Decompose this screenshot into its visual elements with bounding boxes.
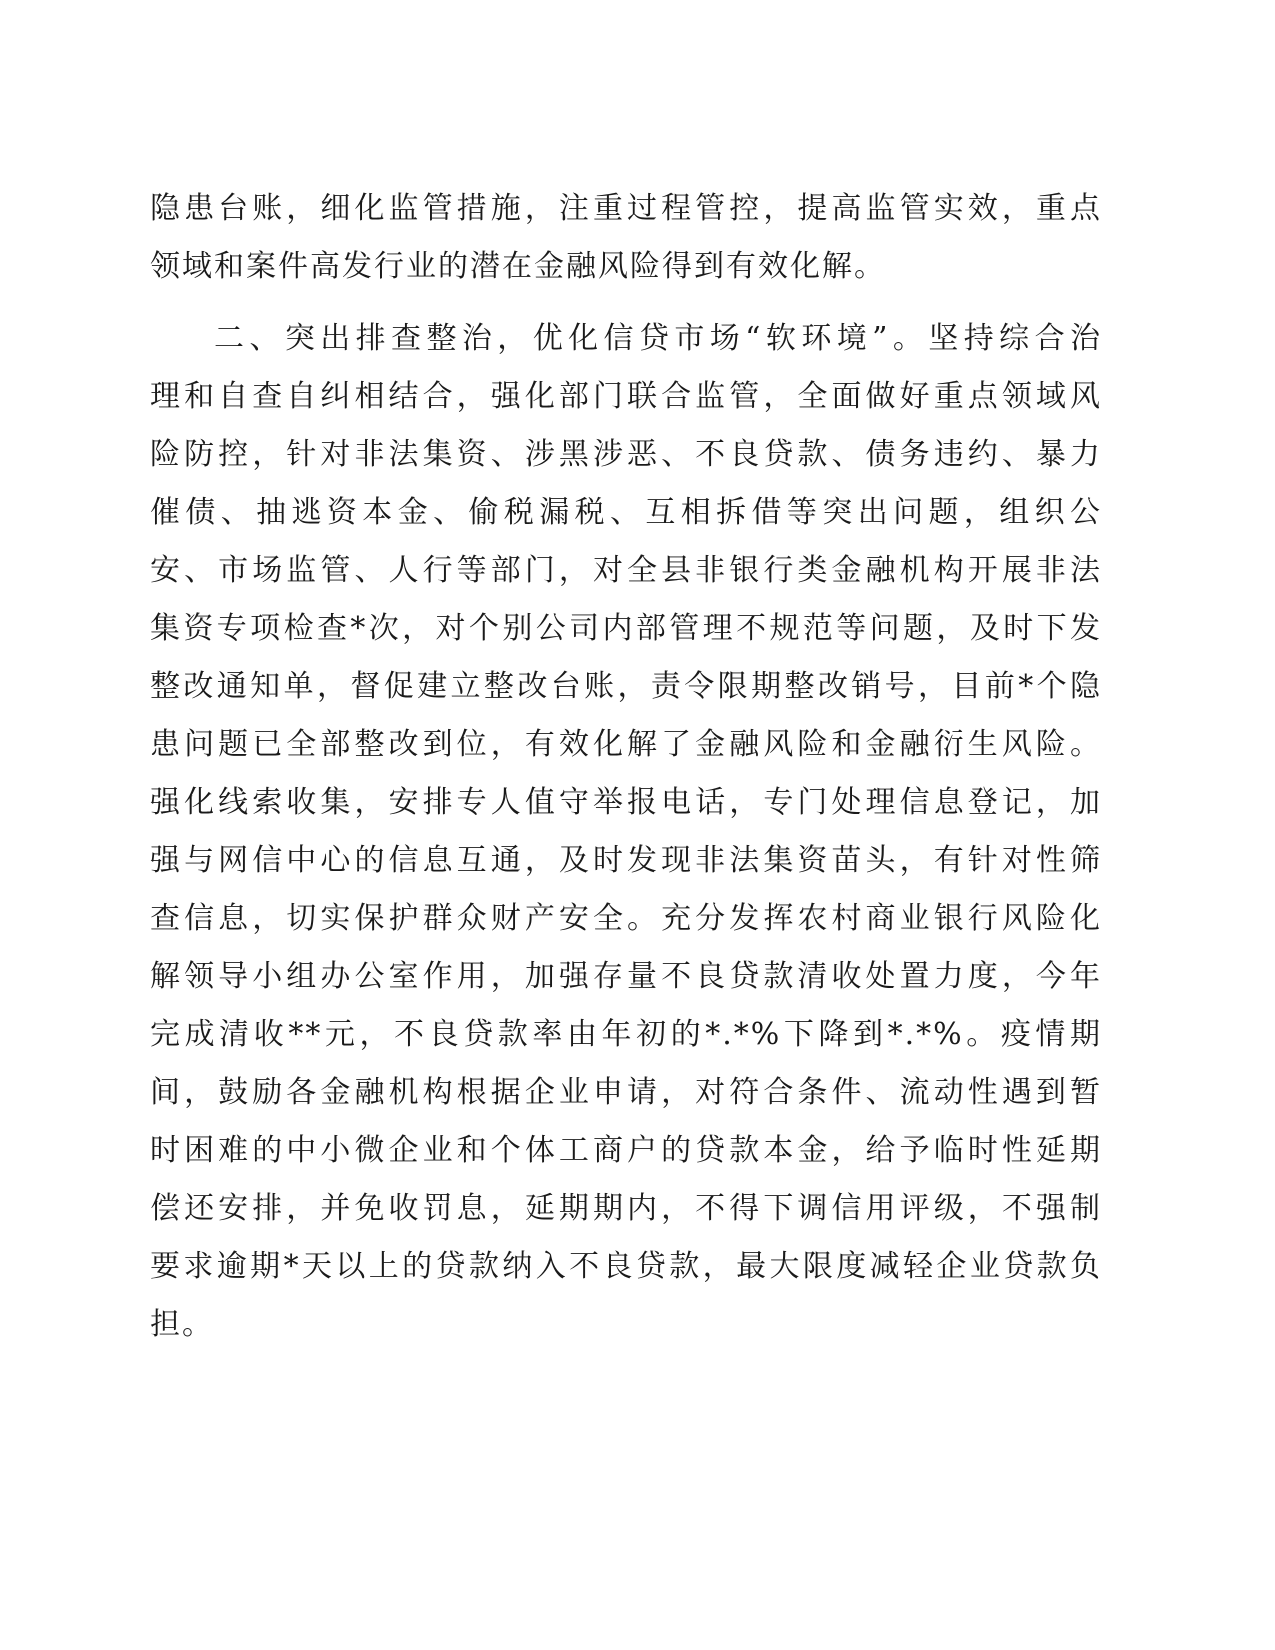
paragraph-2-line: 强化线索收集，安排专人值守举报电话，专门处理信息登记，加 [150,785,1102,820]
paragraph-2-line: 患问题已全部整改到位，有效化解了金融风险和金融衍生风险。 [150,727,1102,762]
paragraph-2-line: 整改通知单，督促建立整改台账，责令限期整改销号，目前*个隐 [150,669,1102,704]
paragraph-2-line: 时困难的中小微企业和个体工商户的贷款本金，给予临时性延期 [150,1133,1102,1168]
paragraph-2-line: 完成清收**元，不良贷款率由年初的*.*%下降到*.*%。疫情期 [150,1017,1102,1052]
paragraph-2-line: 查信息，切实保护群众财产安全。充分发挥农村商业银行风险化 [150,901,1102,936]
paragraph-1 [150,180,1102,296]
paragraph-2-line: 集资专项检查*次，对个别公司内部管理不规范等问题，及时下发 [150,611,1102,646]
paragraph-2-line: 理和自查自纠相结合，强化部门联合监管，全面做好重点领域风 [150,379,1102,414]
paragraph-2-line: 偿还安排，并免收罚息，延期期内，不得下调信用评级，不强制 [150,1191,1102,1226]
paragraph-2-line: 间，鼓励各金融机构根据企业申请，对符合条件、流动性遇到暂 [150,1075,1102,1110]
paragraph-2-line: 担。 [150,1307,214,1342]
paragraph-2-line: 二、突出排查整治，优化信贷市场“软环境”。坚持综合治 [214,321,1102,356]
paragraph-1-line: 隐患台账，细化监管措施，注重过程管控，提高监管实效，重点 [150,191,1102,226]
paragraph-2 [150,310,1102,1354]
paragraph-1-line: 领域和案件高发行业的潜在金融风险得到有效化解。 [150,249,886,284]
paragraph-2-line: 强与网信中心的信息互通，及时发现非法集资苗头，有针对性筛 [150,843,1102,878]
paragraph-2-line: 安、市场监管、人行等部门，对全县非银行类金融机构开展非法 [150,553,1102,588]
paragraph-2-line: 险防控，针对非法集资、涉黑涉恶、不良贷款、债务违约、暴力 [150,437,1102,472]
paragraph-2-line: 催债、抽逃资本金、偷税漏税、互相拆借等突出问题，组织公 [150,495,1102,530]
paragraph-2-line: 解领导小组办公室作用，加强存量不良贷款清收处置力度，今年 [150,959,1102,994]
paragraph-2-line: 要求逾期*天以上的贷款纳入不良贷款，最大限度减轻企业贷款负 [150,1249,1102,1284]
